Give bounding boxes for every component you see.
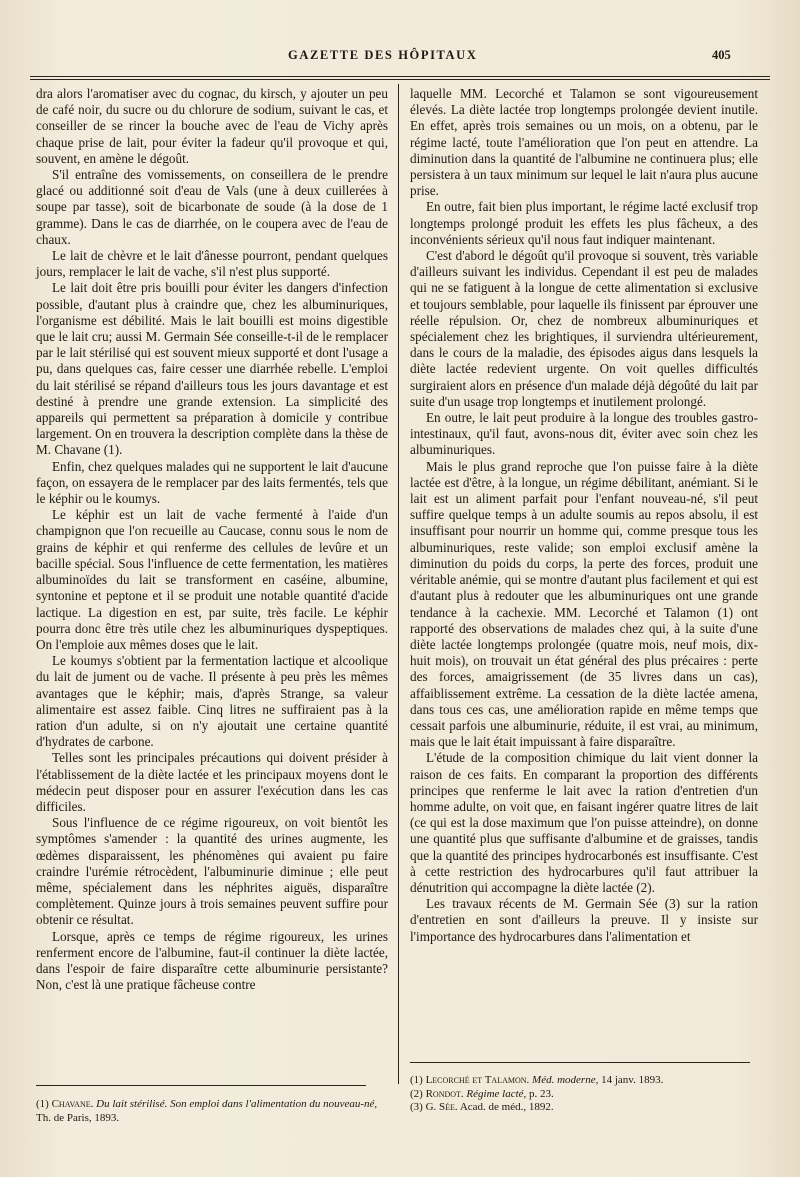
footnote-rule-right xyxy=(410,1062,750,1063)
footnote-title: Méd. moderne, xyxy=(532,1074,599,1086)
paragraph: Le koumys s'obtient par la fermentation lactique et alcoolique du lait de jument ou de vache. Il présente à peu près les mêmes avantages que le képhir; mais, d'après Strange, sa valeur alimentaire est assez faible. Cinq litres ne suffiraient pas à la ration d'un adulte, si on n'y ajoutait une certaine quantité d'hydrates de carbone. xyxy=(36,653,388,750)
column-divider xyxy=(398,84,399,1084)
footnote-mark: (2) xyxy=(410,1087,423,1100)
footnote-title: Régime lacté, xyxy=(466,1087,527,1100)
footnote-author: G. Sée. xyxy=(425,1101,458,1113)
paragraph: L'étude de la composition chimique du lait vient donner la raison de ces faits. En comparant la proportion des différents principes que renferme le lait avec la ration d'entretien d'un homme adulte, on voit que, en faisant ingérer quatre litres de lait (ce qui est la dose maximum que l'on puisse atteindre), on donne une quantité plus que suffisante d'albumine et de graisses, tandis que la quantité des principes hydrocarbonés est insuffisante. C'est à cette restriction des hydrocarbures qu'il faut attribuer la dénutrition qui accompagne la diète lactée (2). xyxy=(410,750,758,895)
page-number: 405 xyxy=(712,48,731,62)
paragraph: Le lait doit être pris bouilli pour éviter les dangers d'infection possible, d'autant plus à craindre que, chez les albuminuriques, l'organisme est débilité. Mais le lait bouilli est moins digestible que le lait cru; aussi M. Germain Sée conseille-t-il de le remplacer par le lait stérilisé qui est souvent mieux supporté et dont l'usage a pu, dans quelques cas, faire cesser une diarrhée rebelle. L'emploi du lait stérilisé se répand d'ailleurs tous les jours davantage et est destiné à prendre une grande extension. La simplicité des appareils qui permettent sa préparation à domicile y contribue largement. On en trouvera la description complète dans la thèse de M. Chavane (1). xyxy=(36,280,388,458)
footnote-author: Rondot. xyxy=(425,1087,464,1100)
paragraph: S'il entraîne des vomissements, on conseillera de le prendre glacé ou additionné soit d'eau de Vals (une à deux cuillerées à soupe par tasse), soit de bicarbonate de soude (à la dose de 1 gramme). Dans le cas de diarrhée, on le coupera avec de l'eau de chaux. xyxy=(36,167,388,247)
footnote-rule-left xyxy=(36,1085,366,1086)
paragraph: En outre, le lait peut produire à la longue des troubles gastro-intestinaux, qu'il faut, avons-nous dit, éviter avec soin chez les albuminuriques. xyxy=(410,410,758,458)
footnote xyxy=(410,1088,760,1102)
paragraph: dra alors l'aromatiser avec du cognac, du kirsch, y ajouter un peu de café noir, du sucre ou du chlorure de sodium, suivant le cas, et conseiller de se rincer la bouche avec de l'eau de Vichy après chaque prise de lait, pour éviter la fadeur qu'il provoque et qui, souvent, en amène le dégoût. xyxy=(36,86,388,166)
left-column xyxy=(36,86,388,993)
journal-title: GAZETTE DES HÔPITAUX xyxy=(288,48,478,62)
footnotes-left xyxy=(36,1098,386,1125)
footnote-source: 14 janv. 1893. xyxy=(601,1074,664,1086)
right-column xyxy=(410,86,758,945)
paragraph: Telles sont les principales précautions qui doivent présider à l'établissement de la diète lactée et les principaux moyens dont le médecin peut disposer pour en assurer l'exécution dans les cas difficiles. xyxy=(36,750,388,814)
footnote-mark: (1) xyxy=(36,1098,49,1110)
footnote-source: Acad. de méd., 1892. xyxy=(459,1101,554,1113)
header-rule xyxy=(30,76,770,77)
footnote-title: Du lait stérilisé. Son emploi dans l'alimentation du nouveau-né, xyxy=(96,1098,378,1110)
footnote xyxy=(410,1074,760,1088)
running-head xyxy=(0,48,800,70)
paragraph: laquelle MM. Lecorché et Talamon se sont vigoureusement élevés. La diète lactée trop longtemps prolongée devient inutile. En effet, après trois semaines ou un mois, on a obtenu, par le régime lacté, toute l'amélioration que l'on peut en attendre. La diminution dans la quantité de l'albumine ne continuera plus; elle persistera à un taux minimum sur lequel le lait n'aura plus aucune prise. xyxy=(410,86,758,199)
footnote-mark: (3) xyxy=(410,1101,423,1113)
footnotes-right xyxy=(410,1074,760,1115)
footnote xyxy=(36,1098,386,1125)
footnote xyxy=(410,1101,760,1115)
paragraph: Les travaux récents de M. Germain Sée (3) sur la ration d'entretien en sont d'ailleurs la preuve. Il y insiste sur l'importance des hydrocarbures dans l'alimentation et xyxy=(410,896,758,944)
footnote-source: p. 23. xyxy=(529,1087,554,1100)
paragraph: Sous l'influence de ce régime rigoureux, on voit bientôt les symptômes s'amender : la quantité des urines augmente, les œdèmes disparaissent, les phénomènes qui avaient pu faire craindre l'urémie rétrocèdent, l'albuminurie diminue ; elle peut même, spécialement dans les néphrites aiguës, disparaître complètement. Quinze jours à trois semaines peuvent suffire pour obtenir ce résultat. xyxy=(36,815,388,928)
footnote-source: Th. de Paris, 1893. xyxy=(36,1111,120,1124)
paragraph: Lorsque, après ce temps de régime rigoureux, les urines renferment encore de l'albumine, faut-il continuer la diète lactée, dans l'espoir de faire disparaître cette albuminurie persistante? Non, c'est là une pratique fâcheuse contre xyxy=(36,928,388,993)
header-rule-thin xyxy=(30,79,770,80)
paragraph: Le lait de chèvre et le lait d'ânesse pourront, pendant quelques jours, remplacer le lait de vache, s'il n'est plus supporté. xyxy=(36,248,388,280)
footnote-mark: (1) xyxy=(410,1074,423,1086)
paragraph: Mais le plus grand reproche que l'on puisse faire à la diète lactée est d'être, à la longue, un régime débilitant, anémiant. Si le lait est un aliment parfait pour l'enfant nouveau-né, s'il peut suffire quelque temps à un adulte soumis au repos absolu, il est insuffisant pour nourrir un homme qui, comme presque tous les albuminuriques, reste valide; son emploi exclusif amène la diminution du poids du corps, la perte des forces, produit une véritable anémie, qui se montre d'autant plus facilement et qui est d'autant plus à redouter que les albuminuriques ont une grande tendance à la cachexie. MM. Lecorché et Talamon (1) ont rapporté des observations de malades chez qui, à la suite d'une diète lactée longtemps prolongée (quatre mois, neuf mois, dix-huit mois), on trouvait un état général des plus précaires : perte des forces, amaigrissement (de 35 livres dans un cas), affaiblissement extrême. La cessation de la diète lactée amena, dans tous ces cas, une amélioration rapide en même temps que cessait parfois une albuminurie, réduite, il est vrai, au minimum, mais que le lait était impuissant à faire disparaître. xyxy=(410,458,758,750)
paragraph: Le képhir est un lait de vache fermenté à l'aide d'un champignon que l'on recueille au Caucase, connu sous le nom de grains de képhir et qui renferme des cellules de levûre et un bacille spécial. Sous l'influence de cette fermentation, les matières albuminoïdes du lait se transforment en caséine, albumine, syntonine et peptone et il se produit une notable quantité d'acide lactique. La digestion en est, par suite, très facile. Le képhir pourra donc être très utile chez les albuminuriques dyspeptiques. On l'emploie aux mêmes doses que le lait. xyxy=(36,507,388,652)
footnote-author: Lecorché et Talamon. xyxy=(425,1074,530,1086)
footnote-author: Chavane. xyxy=(51,1098,94,1110)
paragraph: En outre, fait bien plus important, le régime lacté exclusif trop longtemps prolongé produit les effets les plus fâcheux, a des inconvénients sérieux qu'il nous faut indiquer maintenant. xyxy=(410,199,758,247)
paragraph: C'est d'abord le dégoût qu'il provoque si souvent, très variable d'ailleurs suivant les individus. Cependant il est peu de malades qui ne se fatiguent à la longue de cette alimentation si exclusive et toujours semblable, pour laquelle ils finissent par éprouver une réelle répulsion. Or, chez de nombreux albuminuriques et spécialement chez les brightiques, il surviendra ultérieurement, dans le cours de la maladie, des épisodes aigus dans lesquels la diète lactée redevient urgente. On voit quelles difficultés surgiraient alors en présence d'un malade déjà dégoûté du lait par suite d'un usage trop longtemps et inutilement prolongé. xyxy=(410,248,758,409)
paragraph: Enfin, chez quelques malades qui ne supportent le lait d'aucune façon, on essayera de le remplacer par des laits fermentés, tels que le képhir ou le koumys. xyxy=(36,458,388,507)
